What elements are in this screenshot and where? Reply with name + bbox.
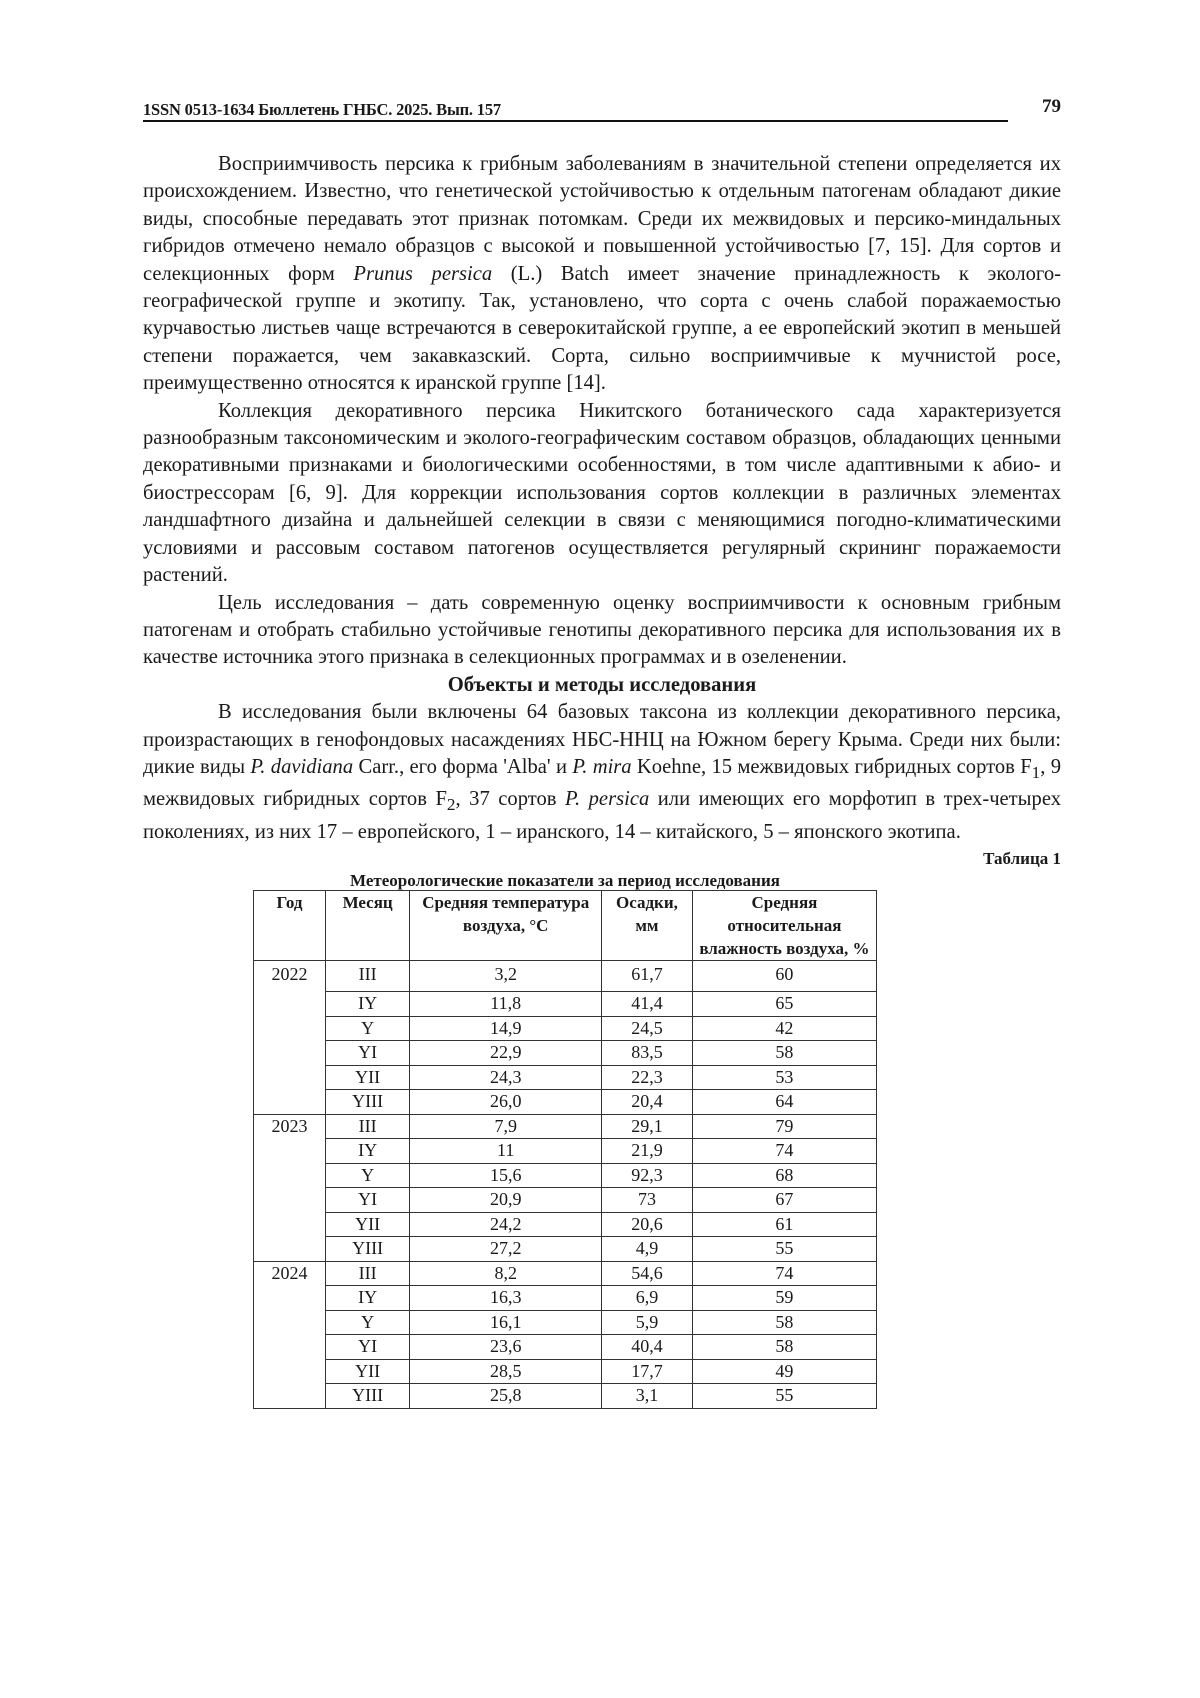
month-cell: IY: [325, 1286, 409, 1311]
table-row: [254, 992, 877, 1017]
temperature-cell: 11,8: [410, 992, 602, 1017]
year-cell: [254, 992, 326, 1017]
humidity-cell: 67: [692, 1188, 876, 1213]
temperature-cell: 11: [410, 1139, 602, 1164]
article-body: [143, 151, 1061, 1409]
temperature-cell: 22,9: [410, 1041, 602, 1066]
text-run: или имеющих его морфотип в трех-четырех поколениях, из них 17 – европейского, 1 – иранского, 14 – китайского, 5 – японского экотипа.: [143, 788, 1061, 843]
humidity-cell: 60: [692, 961, 876, 992]
temperature-cell: 14,9: [410, 1016, 602, 1041]
header-rule: [143, 120, 1008, 122]
header-year: Год: [254, 891, 326, 961]
temperature-cell: 28,5: [410, 1359, 602, 1384]
text-run: Carr., его форма 'Alba' и: [353, 755, 573, 778]
precipitation-cell: 54,6: [602, 1261, 693, 1286]
humidity-cell: 53: [692, 1065, 876, 1090]
month-cell: YII: [325, 1065, 409, 1090]
table-row: [254, 1163, 877, 1188]
year-cell: [254, 1286, 326, 1311]
table-row: [254, 1237, 877, 1262]
text-run: Коллекция декоративного персика Никитского ботанического сада характеризуется разнообразным таксономическим и эколого-географическим составом образцов, обладающих ценными декоративными признаками и биологическими особенностями, в том числе адаптивными к абио- и биострессорам [6, 9]. Для коррекции использования сортов коллекции в различных элементах ландшафтного дизайна и дальнейшей селекции в связи с меняющимися погодно-климатическими условиями и рассовым составом патогенов осуществляется регулярный скрининг поражаемости растений.: [143, 399, 1061, 587]
year-cell: [254, 1065, 326, 1090]
header-month: Месяц: [325, 891, 409, 961]
species-name: P. davidiana: [250, 755, 354, 778]
page-number: 79: [1042, 96, 1061, 117]
year-cell: [254, 1212, 326, 1237]
journal-citation: 1SSN 0513-1634 Бюллетень ГНБС. 2025. Вып. 157: [143, 100, 501, 119]
table-row: [254, 1310, 877, 1335]
table-row: [254, 1041, 877, 1066]
table-body: [254, 961, 877, 1409]
table-row: [254, 1335, 877, 1360]
year-cell: [254, 1041, 326, 1066]
paragraph: [143, 151, 1061, 398]
humidity-cell: 58: [692, 1335, 876, 1360]
precipitation-cell: 6,9: [602, 1286, 693, 1311]
humidity-cell: 55: [692, 1237, 876, 1262]
temperature-cell: 24,3: [410, 1065, 602, 1090]
year-cell: 2024: [254, 1261, 326, 1286]
humidity-cell: 65: [692, 992, 876, 1017]
month-cell: Y: [325, 1163, 409, 1188]
paragraph: [143, 590, 1061, 672]
humidity-cell: 61: [692, 1212, 876, 1237]
table-row: [254, 1016, 877, 1041]
precipitation-cell: 4,9: [602, 1237, 693, 1262]
table-row: [254, 1261, 877, 1286]
month-cell: Y: [325, 1310, 409, 1335]
humidity-cell: 58: [692, 1310, 876, 1335]
precipitation-cell: 21,9: [602, 1139, 693, 1164]
table-caption: Метеорологические показатели за период исследования: [350, 871, 780, 891]
precipitation-cell: 20,6: [602, 1212, 693, 1237]
table-row: [254, 961, 877, 992]
humidity-cell: 64: [692, 1090, 876, 1115]
year-cell: [254, 1335, 326, 1360]
table-row: [254, 1286, 877, 1311]
precipitation-cell: 24,5: [602, 1016, 693, 1041]
temperature-cell: 8,2: [410, 1261, 602, 1286]
subscript: 1: [1031, 763, 1041, 783]
precipitation-cell: 20,4: [602, 1090, 693, 1115]
precipitation-cell: 83,5: [602, 1041, 693, 1066]
temperature-cell: 23,6: [410, 1335, 602, 1360]
header-humidity: Средняя относительная влажность воздуха, %: [692, 891, 876, 961]
text-run: , 37 сортов: [455, 788, 566, 811]
paragraph: [143, 398, 1061, 590]
precipitation-cell: 61,7: [602, 961, 693, 992]
precipitation-cell: 3,1: [602, 1384, 693, 1409]
meteorological-table: [253, 890, 877, 1409]
month-cell: YIII: [325, 1090, 409, 1115]
year-cell: [254, 1090, 326, 1115]
section-title: Объекты и методы исследования: [447, 673, 757, 696]
year-cell: [254, 1359, 326, 1384]
table-row: [254, 1114, 877, 1139]
year-cell: [254, 1016, 326, 1041]
species-name: P. mira: [572, 755, 632, 778]
subscript: 2: [446, 795, 456, 815]
temperature-cell: 15,6: [410, 1163, 602, 1188]
month-cell: YII: [325, 1212, 409, 1237]
precipitation-cell: 92,3: [602, 1163, 693, 1188]
table-row: [254, 1188, 877, 1213]
year-cell: [254, 1310, 326, 1335]
year-cell: 2023: [254, 1114, 326, 1139]
humidity-cell: 68: [692, 1163, 876, 1188]
month-cell: YIII: [325, 1384, 409, 1409]
month-cell: YIII: [325, 1237, 409, 1262]
humidity-cell: 79: [692, 1114, 876, 1139]
temperature-cell: 16,3: [410, 1286, 602, 1311]
text-run: В исследования были включены 64 базовых таксона из коллекции декоративного персика, произрастающих в генофондовых насаждениях НБС-ННЦ на Южном берегу Крыма. Среди них были: дикие виды: [143, 701, 1061, 778]
table-row: [254, 1384, 877, 1409]
humidity-cell: 42: [692, 1016, 876, 1041]
precipitation-cell: 22,3: [602, 1065, 693, 1090]
month-cell: IY: [325, 1139, 409, 1164]
temperature-cell: 3,2: [410, 961, 602, 992]
humidity-cell: 74: [692, 1261, 876, 1286]
humidity-cell: 55: [692, 1384, 876, 1409]
humidity-cell: 58: [692, 1041, 876, 1066]
temperature-cell: 24,2: [410, 1212, 602, 1237]
year-cell: [254, 1163, 326, 1188]
running-header: [143, 96, 1061, 122]
table-row: [254, 1359, 877, 1384]
table-row: [254, 1065, 877, 1090]
humidity-cell: 59: [692, 1286, 876, 1311]
table-header-row: [254, 891, 877, 961]
month-cell: Y: [325, 1016, 409, 1041]
month-cell: III: [325, 1261, 409, 1286]
header-temperature: Средняя температура воздуха, °С: [410, 891, 602, 961]
year-cell: [254, 1237, 326, 1262]
temperature-cell: 27,2: [410, 1237, 602, 1262]
month-cell: YII: [325, 1359, 409, 1384]
temperature-cell: 26,0: [410, 1090, 602, 1115]
month-cell: YI: [325, 1188, 409, 1213]
text-run: Koehne, 15 межвидовых гибридных сортов F: [631, 755, 1032, 778]
temperature-cell: 25,8: [410, 1384, 602, 1409]
precipitation-cell: 73: [602, 1188, 693, 1213]
table-row: [254, 1212, 877, 1237]
species-name: Prunus persica: [353, 262, 493, 285]
month-cell: III: [325, 1114, 409, 1139]
text-run: (L.) Batch имеет значение принадлежность к эколого-географической группе и экотипу. Так, установлено, что сорта с очень слабой поражаемостью курчавостью листьев чаще встречаются в северокитайской группе, а ее европейский экотип в меньшей степени поражается, чем закавказский. Сорта, сильно восприимчивые к мучнистой росе, преимущественно относятся к иранской группе [14].: [143, 262, 1061, 395]
precipitation-cell: 5,9: [602, 1310, 693, 1335]
table-row: [254, 1139, 877, 1164]
precipitation-cell: 40,4: [602, 1335, 693, 1360]
humidity-cell: 74: [692, 1139, 876, 1164]
month-cell: YI: [325, 1335, 409, 1360]
text-run: Восприимчивость персика к грибным заболеваниям в значительной степени определяется их происхождением. Известно, что генетической устойчивостью к отдельным патогенам обладают дикие виды, способные передавать этот признак потомкам. Среди их межвидовых и персико-миндальных гибридов отмечено немало образцов с высокой и повышенной устойчивостью [7, 15]. Для сортов и селекционных форм: [143, 153, 1061, 285]
month-cell: III: [325, 961, 409, 992]
header-precipitation: Осадки, мм: [602, 891, 693, 961]
methods-paragraph: [143, 699, 1061, 846]
species-name: P. persica: [565, 788, 650, 811]
year-cell: 2022: [254, 961, 326, 992]
temperature-cell: 16,1: [410, 1310, 602, 1335]
temperature-cell: 7,9: [410, 1114, 602, 1139]
precipitation-cell: 17,7: [602, 1359, 693, 1384]
year-cell: [254, 1139, 326, 1164]
text-run: , 9 межвидовых гибридных сортов F: [143, 755, 1061, 811]
year-cell: [254, 1188, 326, 1213]
precipitation-cell: 41,4: [602, 992, 693, 1017]
month-cell: YI: [325, 1041, 409, 1066]
precipitation-cell: 29,1: [602, 1114, 693, 1139]
temperature-cell: 20,9: [410, 1188, 602, 1213]
year-cell: [254, 1384, 326, 1409]
humidity-cell: 49: [692, 1359, 876, 1384]
table-row: [254, 1090, 877, 1115]
month-cell: IY: [325, 992, 409, 1017]
table-label: Таблица 1: [983, 849, 1061, 869]
text-run: Цель исследования – дать современную оценку восприимчивости к основным грибным патогенам и отобрать стабильно устойчивые генотипы декоративного персика для использования их в качестве источника этого признака в селекционных программах и в озеленении.: [143, 591, 1061, 669]
